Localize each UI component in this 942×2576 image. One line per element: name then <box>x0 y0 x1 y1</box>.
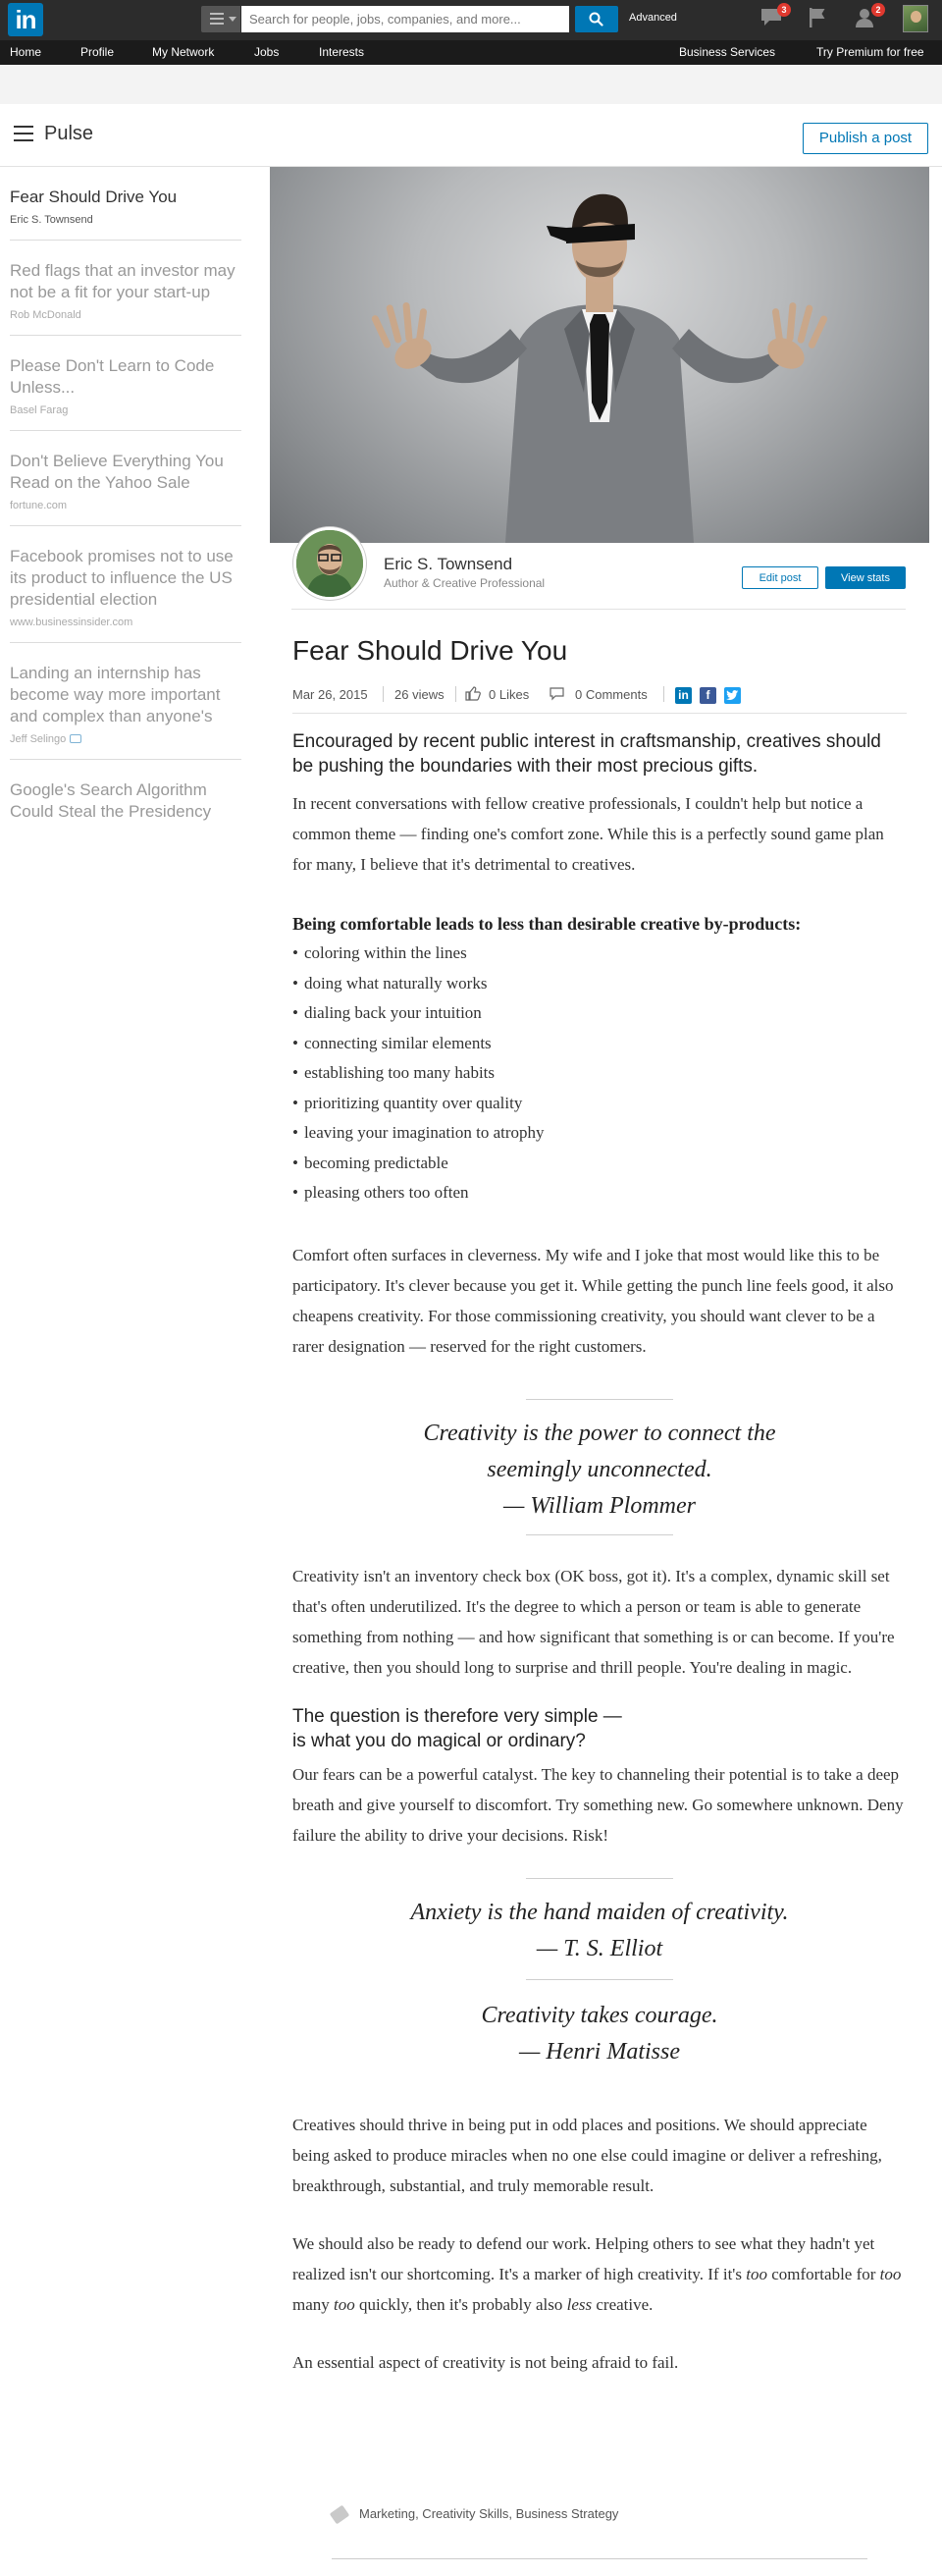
logo-text: in <box>15 5 36 34</box>
list-item: • becoming predictable <box>292 1149 907 1179</box>
menu-icon[interactable] <box>14 126 33 141</box>
emphasis: less <box>566 2294 593 2314</box>
sidebar-post-item[interactable] <box>10 167 241 241</box>
byproducts-list <box>292 939 907 1208</box>
sidebar-post-author: Rob McDonald <box>10 309 81 321</box>
article-paragraph: In recent conversations with fellow creative professionals, I couldn't help but notice a common theme — finding one's comfort zone. While this is a perfectly sound game plan for many, I believe that it's detrimental to creatives. <box>292 794 884 874</box>
quote-author: — William Plommer <box>503 1492 696 1519</box>
quote-divider <box>526 1534 673 1535</box>
tag-icon <box>330 2505 350 2525</box>
sidebar-post-item[interactable] <box>10 431 241 526</box>
author-photo <box>296 530 363 597</box>
text-run: We should also be ready to defend our work. Helping others to see what they hadn't yet realized isn't our shortcoming. It's a marker of high creativity. If it's <box>292 2233 875 2283</box>
like-icon[interactable] <box>465 686 481 704</box>
sidebar-post-item[interactable] <box>10 241 241 336</box>
user-avatar[interactable] <box>903 5 928 32</box>
author-headline: Author & Creative Professional <box>384 576 546 590</box>
facebook-share-icon[interactable]: f <box>700 687 716 704</box>
article-paragraph <box>292 2228 907 2320</box>
comment-count[interactable]: 0 Comments <box>575 687 648 702</box>
author-name[interactable]: Eric S. Townsend <box>384 555 513 573</box>
quote-author: — Henri Matisse <box>519 2038 680 2065</box>
list-item: • pleasing others too often <box>292 1178 907 1208</box>
publish-post-button[interactable]: Publish a post <box>803 123 928 154</box>
article-body <box>292 633 907 2378</box>
pull-quote <box>292 1895 907 1967</box>
pull-quote <box>292 1998 907 2070</box>
advanced-search-link[interactable]: Advanced <box>629 12 677 24</box>
sidebar-post-title[interactable]: Fear Should Drive You <box>10 188 178 206</box>
sidebar-post-author: www.businessinsider.com <box>10 617 133 628</box>
quote-line: Anxiety is the hand maiden of creativity. <box>410 1899 789 1925</box>
pull-quote <box>292 1416 907 1525</box>
search-category-dropdown[interactable] <box>201 6 240 32</box>
sidebar-post-item[interactable] <box>10 760 241 836</box>
linkedin-share-icon[interactable]: in <box>675 687 692 704</box>
twitter-share-icon[interactable] <box>724 687 741 704</box>
list-item: • dialing back your intuition <box>292 998 907 1029</box>
nav-my-network[interactable]: My Network <box>152 45 215 59</box>
nav-interests[interactable]: Interests <box>319 45 365 59</box>
text-run: quickly, then it's probably also <box>354 2294 567 2314</box>
sidebar-post-item[interactable] <box>10 336 241 431</box>
meta-divider <box>455 686 456 702</box>
pulse-header <box>0 104 942 167</box>
subheading-line: The question is therefore very simple — <box>292 1705 622 1727</box>
sidebar-post-author: Basel Farag <box>10 404 69 416</box>
list-item: • connecting similar elements <box>292 1029 907 1059</box>
text-run: comfortable for <box>766 2264 880 2283</box>
sidebar-post-author <box>10 733 241 745</box>
nav-business-services[interactable]: Business Services <box>679 45 776 59</box>
flag-icon <box>807 6 828 29</box>
list-icon <box>210 13 224 25</box>
nav-home[interactable]: Home <box>10 45 42 59</box>
nav-try-premium[interactable]: Try Premium for free <box>816 45 924 59</box>
article-subheading <box>292 1704 907 1753</box>
list-heading: Being comfortable leads to less than desirable creative by-products: <box>292 914 802 934</box>
publish-date: Mar 26, 2015 <box>292 687 368 702</box>
emphasis: too <box>879 2264 902 2283</box>
quote-line: Creativity is the power to connect the <box>423 1420 776 1446</box>
article-paragraph: An essential aspect of creativity is not being afraid to fail. <box>292 2352 679 2372</box>
view-count[interactable]: 26 views <box>394 687 445 702</box>
related-posts-sidebar <box>10 167 241 836</box>
article-title: Fear Should Drive You <box>292 635 568 666</box>
article-paragraph: Creativity isn't an inventory check box (OK boss, got it). It's a complex, dynamic skill set that's often underutilized. It's the degree to which a person or team is able to generate something from nothing — and how significant that something is or can become. If you're creative, then you should long to surprise and thrill people. You're dealing in magic. <box>292 1566 895 1677</box>
connections-badge: 2 <box>871 3 885 17</box>
article-tags <box>332 2506 867 2559</box>
list-item: • coloring within the lines <box>292 939 907 969</box>
main-nav <box>0 40 942 65</box>
search-icon <box>589 12 603 27</box>
sidebar-post-item[interactable] <box>10 526 241 643</box>
search-button[interactable] <box>575 6 618 32</box>
article-paragraph: Creatives should thrive in being put in odd places and positions. We should appreciate being asked to produce miracles when no one else could imagine or deliver a refreshing, breakthrough, substantial, and truly memorable result. <box>292 2115 882 2195</box>
quote-line: Creativity takes courage. <box>481 2002 718 2028</box>
meta-divider <box>383 686 384 702</box>
messages-badge: 3 <box>777 3 791 17</box>
list-item: • establishing too many habits <box>292 1058 907 1089</box>
sidebar-post-title[interactable]: Landing an internship has become way more important and complex than anyone's <box>10 664 221 725</box>
list-item: • doing what naturally works <box>292 969 907 999</box>
article-hero-image <box>270 167 929 543</box>
quote-line: seemingly unconnected. <box>487 1456 712 1482</box>
comment-icon[interactable] <box>550 687 564 704</box>
quote-author: — T. S. Elliot <box>536 1935 663 1961</box>
like-count[interactable]: 0 Likes <box>489 687 530 702</box>
author-avatar[interactable] <box>293 527 366 600</box>
add-connections-button[interactable] <box>854 6 879 31</box>
view-stats-button[interactable]: View stats <box>825 566 906 589</box>
sidebar-post-author: fortune.com <box>10 500 68 511</box>
sidebar-post-title[interactable]: Facebook promises not to use its product to influence the US presidential election <box>10 547 234 609</box>
meta-divider <box>663 686 664 702</box>
article-lede: Encouraged by recent public interest in craftsmanship, creatives should be pushing the boundaries with their most precious gifts. <box>292 731 881 777</box>
nav-jobs[interactable]: Jobs <box>254 45 280 59</box>
quote-divider <box>526 1979 673 1980</box>
sidebar-post-title[interactable]: Google's Search Algorithm Could Steal the Presidency <box>10 780 212 821</box>
article-paragraph: Our fears can be a powerful catalyst. The key to channeling their potential is to take a deep breath and give yourself to discomfort. Try something new. Go somewhere unknown. Deny failure the ability to drive your decisions. Risk! <box>292 1764 904 1845</box>
edit-post-button[interactable]: Edit post <box>742 566 818 589</box>
sidebar-post-item[interactable] <box>10 643 241 760</box>
quote-divider <box>526 1878 673 1879</box>
text-run: many <box>292 2294 335 2314</box>
linkedin-logo[interactable] <box>8 3 43 36</box>
emphasis: too <box>746 2264 767 2283</box>
top-bar <box>0 0 942 40</box>
quote-divider <box>526 1399 673 1400</box>
emphasis: too <box>334 2294 355 2314</box>
sidebar-post-title[interactable]: Red flags that an investor may not be a fit for your start-up <box>10 261 236 301</box>
messages-button[interactable] <box>759 6 785 31</box>
sidebar-post-title[interactable]: Please Don't Learn to Code Unless... <box>10 356 215 397</box>
search-input[interactable] <box>241 6 569 32</box>
sub-banner <box>0 65 942 104</box>
sidebar-post-author: Eric S. Townsend <box>10 214 93 226</box>
chevron-down-icon <box>229 17 236 22</box>
nav-profile[interactable]: Profile <box>80 45 115 59</box>
subheading-line: is what you do magical or ordinary? <box>292 1730 586 1751</box>
blindfolded-man-illustration <box>270 167 929 543</box>
sidebar-post-title[interactable]: Don't Believe Everything You Read on the Yahoo Sale <box>10 452 224 492</box>
list-item: • leaving your imagination to atrophy <box>292 1118 907 1149</box>
author-info <box>291 525 906 610</box>
author-name-text: Jeff Selingo <box>10 733 67 745</box>
notifications-button[interactable] <box>807 6 832 31</box>
text-run: creative. <box>592 2294 654 2314</box>
list-item: • prioritizing quantity over quality <box>292 1089 907 1119</box>
article-meta <box>292 682 907 714</box>
tag-list[interactable]: Marketing, Creativity Skills, Business Strategy <box>359 2506 619 2521</box>
pulse-title[interactable]: Pulse <box>44 123 94 144</box>
article-paragraph: Comfort often surfaces in cleverness. My wife and I joke that most would like this to be participatory. It's clever because you get it. While getting the punch line feels good, it also cheapens creativity. For those commissioning creativity, you should want clever to be a rarer designation — reserved for the right customers. <box>292 1245 894 1356</box>
comment-icon <box>70 734 81 743</box>
